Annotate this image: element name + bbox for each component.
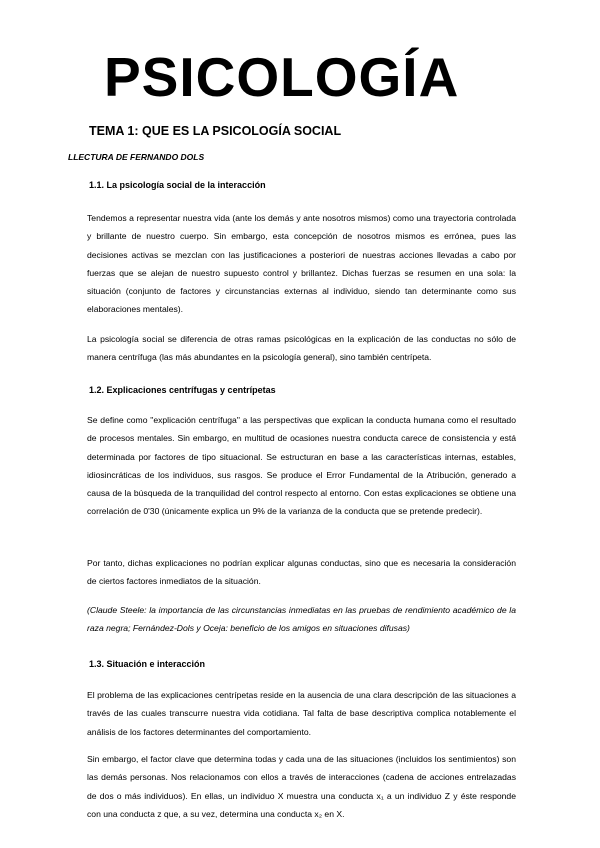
- topic-heading: TEMA 1: QUE ES LA PSICOLOGÍA SOCIAL: [89, 124, 342, 138]
- document-title: PSICOLOGÍA: [104, 46, 460, 108]
- paragraph: La psicología social se diferencia de otras ramas psicológicas en la explicación de las conductas no sólo de manera centrífuga (las más abundantes en la psicología general), sino también centrípeta.: [87, 334, 516, 363]
- paragraph: Tendemos a representar nuestra vida (ante los demás y ante nosotros mismos) como una trayectoria controlada y brillante de nuestro cuerpo. Sin embargo, esta concepción de nosotros mismos es errónea, pues las decisiones activas se mezclan con las justificaciones a posteriori de nuestras acciones llevadas a cabo por fuerzas que se alejan de nuestro supuesto control y brillantez. Dichas fuerzas se resumen en una sola: la situación (conjunto de factores y circunstancias externas al individuo, siendo tan determinante como sus elaboraciones mentales).: [87, 213, 516, 315]
- section-heading-1-2: 1.2. Explicaciones centrífugas y centrípetas: [89, 385, 276, 395]
- citation-note: (Claude Steele: la importancia de las circunstancias inmediatas en las pruebas de rendimiento académico de la raza negra; Fernández-Dols y Oceja: beneficio de los amigos en situaciones difusas): [87, 605, 516, 634]
- paragraph: Por tanto, dichas explicaciones no podrían explicar algunas conductas, sino que es necesaria la consideración de ciertos factores inmediatos de la situación.: [87, 558, 516, 587]
- section-heading-1-3: 1.3. Situación e interacción: [89, 659, 206, 669]
- paragraph: El problema de las explicaciones centrípetas reside en la ausencia de una clara descripción de las situaciones a través de las cuales transcurre nuestra vida cotidiana. Tal falta de base descriptiva complica notablemente el análisis de los factores determinantes del comportamiento.: [87, 690, 516, 737]
- section-heading-1-1: 1.1. La psicología social de la interacción: [89, 180, 266, 190]
- reading-label: LLECTURA DE FERNANDO DOLS: [68, 152, 205, 162]
- paragraph: Sin embargo, el factor clave que determina todas y cada una de las situaciones (incluidos los sentimientos) son las demás personas. Nos relacionamos con ellos a través de interacciones (cadena de acciones entrelazadas de dos o más individuos). En ellas, un individuo X muestra una conducta x₁ a un individuo Z y éste responde con una conducta z que, a su vez, determina una conducta x₂ en X.: [87, 754, 516, 819]
- paragraph: Se define como "explicación centrífuga" a las perspectivas que explican la conducta humana como el resultado de procesos mentales. Sin embargo, en multitud de ocasiones nuestra conducta carece de consistencia y está determinada por factores de tipo situacional. Se estructuran en base a las características internas, estables, idiosincráticas de los individuos, sus rasgos. Se produce el Error Fundamental de la Atribución, generado a causa de la búsqueda de la tranquilidad del control respecto al entorno. Con estas explicaciones se obtiene una correlación de 0'30 (únicamente explica un 9% de la varianza de la conducta que se pretende predecir).: [87, 415, 516, 517]
